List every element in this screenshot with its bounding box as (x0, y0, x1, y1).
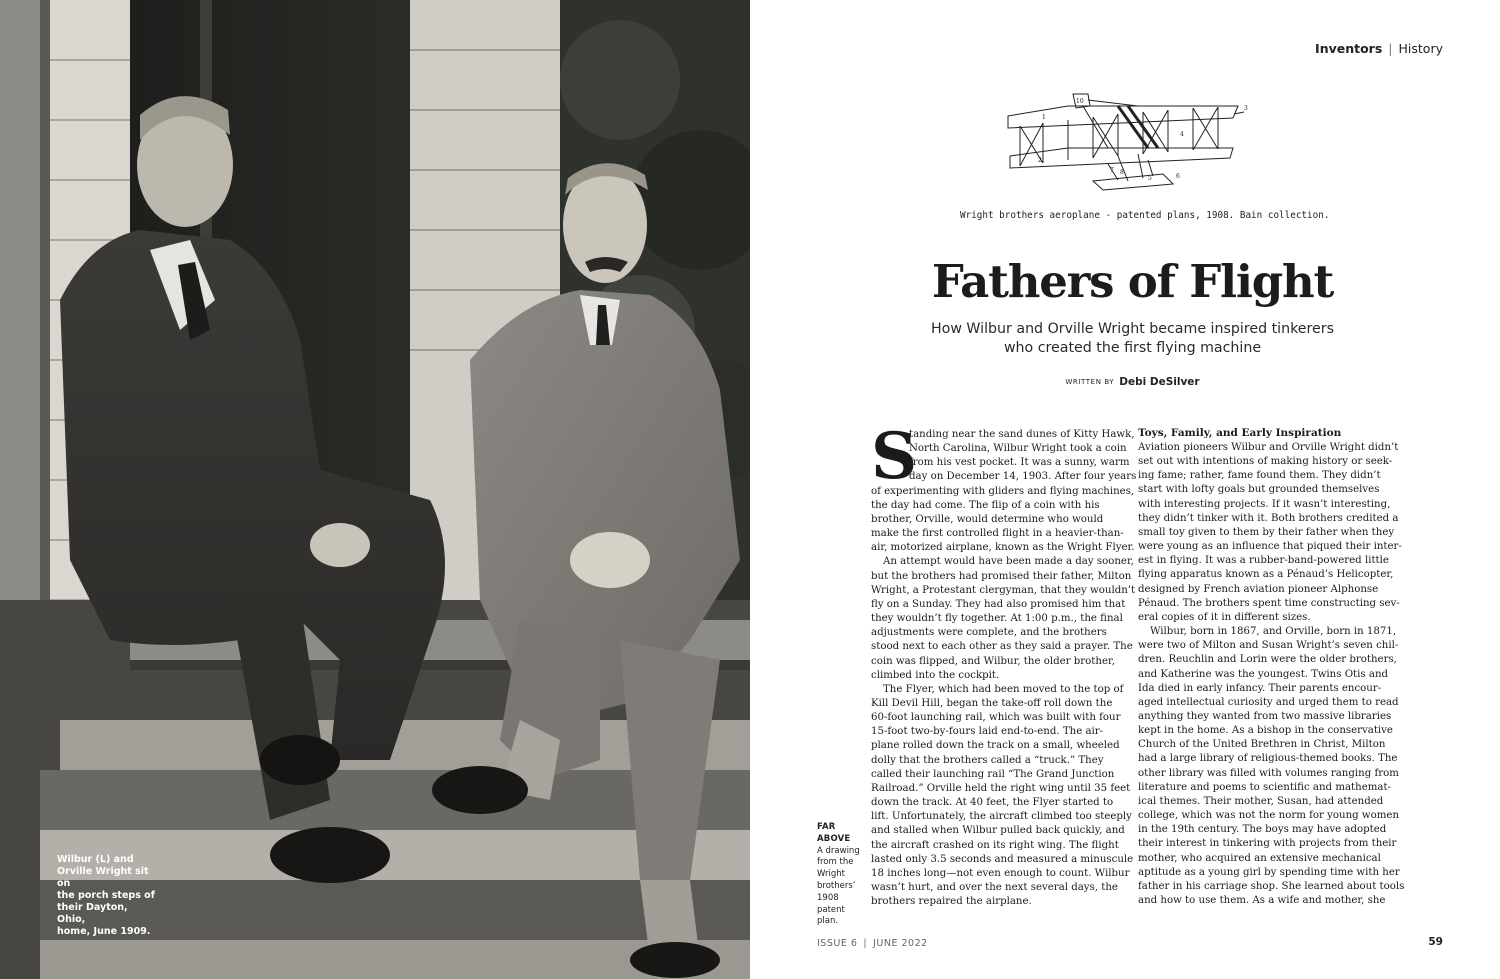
text-line: they wouldn’t fly together. At 1:00 p.m., the final (871, 613, 1123, 625)
text-line: 60-foot launching rail, which was built with four (871, 712, 1121, 724)
drawing-label: 2 (1038, 157, 1042, 164)
section-label: Inventors (1315, 41, 1383, 56)
text-line: kept in the home. As a bishop in the conservative (1138, 725, 1393, 737)
section-header (1315, 41, 1443, 56)
text-line: dren. Reuchlin and Lorin were the older brothers, (1138, 654, 1397, 666)
text-line: other library was filled with volumes ranging from (1138, 767, 1399, 779)
text-line: dolly that the brothers called a “truck.” They (871, 754, 1104, 766)
drawing-caption: Wright brothers aeroplane - patented plans, 1908. Bain collection. (960, 210, 1330, 221)
column-1-body (871, 419, 1137, 909)
text-line: down the track. At 40 feet, the Flyer started to (871, 797, 1114, 809)
photo-caption (57, 854, 157, 938)
author-name: Debi DeSilver (1119, 376, 1200, 388)
text-line: fly on a Sunday. They had also promised him that (871, 598, 1126, 610)
text-line: Pénaud. The brothers spent time constructing sev- (1138, 597, 1400, 609)
drawing-label: 3 (1244, 105, 1248, 112)
issue-number: ISSUE 6 (817, 938, 858, 949)
text-line: but the brothers had promised their father, Milton (871, 570, 1132, 582)
text-line: start with lofty goals but grounded themselves (1138, 484, 1380, 496)
text-line: 1908 (817, 892, 839, 903)
article-deck (750, 320, 1500, 358)
article-column-2 (1138, 426, 1405, 908)
photo-caption-line: Wilbur (L) and (57, 854, 134, 865)
drawing-label: 5 (1148, 175, 1152, 182)
text-line: called their launching rail “The Grand Junction (871, 768, 1115, 780)
byline (750, 370, 1500, 389)
text-line: tanding near the sand dunes of Kitty Hawk, (909, 429, 1135, 440)
text-line: mother, who acquired an extensive mechanical (1138, 852, 1381, 864)
text-line: their interest in tinkering with projects from their (1138, 838, 1397, 850)
text-line: The Flyer, which had been moved to the top of (883, 683, 1124, 695)
article-title: Fathers of Flight (931, 255, 1334, 308)
text-line: college, which was not the norm for young women (1138, 810, 1400, 822)
text-line: they didn’t tinker with it. Both brothers credited a (1138, 512, 1399, 524)
text-line: aged intellectual curiosity and urged them to read (1138, 696, 1399, 708)
text-line: Aviation pioneers Wilbur and Orville Wright didn’t (1138, 442, 1399, 453)
far-above-note (817, 822, 869, 928)
page-number: 59 (1428, 936, 1443, 948)
text-line: and stalled when Wilbur pulled back quickly, and (871, 825, 1125, 837)
text-line: lasted only 3.5 seconds and measured a minuscule (871, 853, 1134, 865)
text-line: designed by French aviation pioneer Alphonse (1138, 583, 1379, 595)
side-note-body (817, 846, 869, 929)
aeroplane-patent-drawing (998, 86, 1248, 198)
subhead: Toys, Family, and Early Inspiration (1138, 427, 1342, 439)
text-line: plane rolled down the track on a small, wheeled (871, 740, 1120, 752)
text-line: anything they wanted from two massive libraries (1138, 710, 1392, 722)
photo-caption-line: Orville Wright sit on (57, 866, 149, 889)
text-line: 18 inches long—not even enough to count. Wilbur (871, 867, 1130, 879)
text-line: stood next to each other as they said a prayer. The (871, 641, 1133, 653)
text-line: lift. Unfortunately, the aircraft climbed too steeply (871, 811, 1132, 823)
issue-date: JUNE 2022 (873, 938, 928, 949)
text-line: day on December 14, 1903. After four years (909, 471, 1137, 483)
text-line: coin was flipped, and Wilbur, the older brother, (871, 655, 1115, 667)
text-line: Kill Devil Hill, began the take-off roll down the (871, 697, 1113, 709)
text-line: brothers repaired the airplane. (871, 896, 1032, 908)
folio-separator: | (863, 938, 868, 949)
drawing-label: 6 (1176, 173, 1180, 180)
text-line: Railroad.” Orville held the right wing until 35 feet (871, 782, 1131, 794)
article-page (750, 0, 1500, 979)
text-line: Wright (817, 869, 845, 880)
article-column-1 (871, 419, 1137, 909)
text-line: literature and poems to scientific and mathemat- (1138, 781, 1392, 793)
text-line: climbed into the cockpit. (871, 669, 1000, 681)
text-line: from the (817, 857, 854, 868)
text-line: brother, Orville, would determine who would (871, 513, 1104, 525)
text-line: in the 19th century. The boys may have adopted (1138, 824, 1387, 836)
text-line: the day had come. The flip of a coin with his (871, 499, 1100, 511)
text-line: Wright, a Protestant clergyman, that they wouldn’t (871, 584, 1136, 596)
deck-line: who created the first flying machine (1003, 340, 1262, 356)
byline-label: WRITTEN BY (1065, 378, 1115, 386)
drawing-label: 8 (1120, 169, 1124, 176)
text-line: were young as an influence that piqued their inter- (1138, 541, 1402, 553)
text-line: adjustments were complete, and the brothers (871, 627, 1107, 639)
text-line: Wilbur, born in 1867, and Orville, born in 1871, (1150, 626, 1397, 638)
text-line: small toy given to them by their father when they (1138, 526, 1395, 538)
category-label: History (1398, 41, 1443, 56)
drop-cap: S (871, 419, 918, 494)
header-separator: | (1388, 41, 1393, 56)
text-line: air, motorized airplane, known as the Wright Flyer. (871, 542, 1135, 554)
photo-caption-line: home, June 1909. (57, 926, 151, 937)
text-line: ical themes. Their mother, Susan, had attended (1138, 795, 1384, 807)
text-line: 15-foot two-by-fours laid end-to-end. The air- (871, 726, 1104, 738)
text-line: Ida died in early infancy. Their parents encour- (1138, 682, 1382, 694)
drawing-label: 10 (1076, 98, 1084, 105)
text-line: the aircraft crashed on its right wing. The flight (871, 839, 1119, 851)
drawing-label: 1 (1042, 114, 1046, 121)
text-line: of experimenting with gliders and flying machines, (871, 485, 1135, 497)
side-note-label: FAR ABOVE (817, 822, 851, 844)
issue-folio (817, 938, 928, 949)
text-line: flying apparatus known as a Pénaud’s Helicopter, (1138, 569, 1394, 581)
text-line: were two of Milton and Susan Wright’s seven chil- (1138, 640, 1399, 652)
text-line: with interesting projects. If it wasn’t interesting, (1138, 498, 1391, 510)
text-line: ing fame; rather, fame found them. They didn’t (1138, 470, 1381, 482)
photo-caption-line: the porch steps of (57, 890, 155, 901)
text-line: wasn’t hurt, and over the next several days, the (871, 882, 1118, 893)
drawing-label: 7 (1110, 167, 1114, 174)
drawing-label: 4 (1180, 131, 1184, 138)
text-line: eral copies of it in different sizes. (1138, 611, 1311, 623)
text-line: aptitude as a young girl by spending time with her (1138, 866, 1400, 878)
text-line: make the first controlled flight in a heavier-than- (871, 528, 1124, 540)
text-line: Church of the United Brethren in Christ, Milton (1138, 739, 1386, 751)
photo-caption-line: their Dayton, Ohio, (57, 902, 128, 925)
text-line: had a large library of religious-themed books. The (1138, 753, 1398, 765)
text-line: and Katherine was the youngest. Twins Otis and (1138, 668, 1389, 680)
text-line: patent (817, 904, 845, 915)
text-line: North Carolina, Wilbur Wright took a coin (909, 443, 1127, 455)
text-line: An attempt would have been made a day sooner, (883, 556, 1134, 568)
text-line: brothers’ (817, 880, 856, 891)
deck-line: How Wilbur and Orville Wright became inspired tinkerers (930, 321, 1335, 337)
text-line: and how to use them. As a wife and mother, she (1138, 895, 1386, 906)
text-line: A drawing (817, 845, 860, 856)
text-line: set out with intentions of making history or seek- (1138, 456, 1393, 468)
text-line: father in his carriage shop. She learned about tools (1138, 880, 1405, 892)
text-line: est in flying. It was a rubber-band-powered little (1138, 555, 1389, 567)
text-line: plan. (817, 916, 839, 927)
column-2-body (1138, 441, 1405, 908)
text-line: from his vest pocket. It was a sunny, warm (909, 457, 1130, 469)
